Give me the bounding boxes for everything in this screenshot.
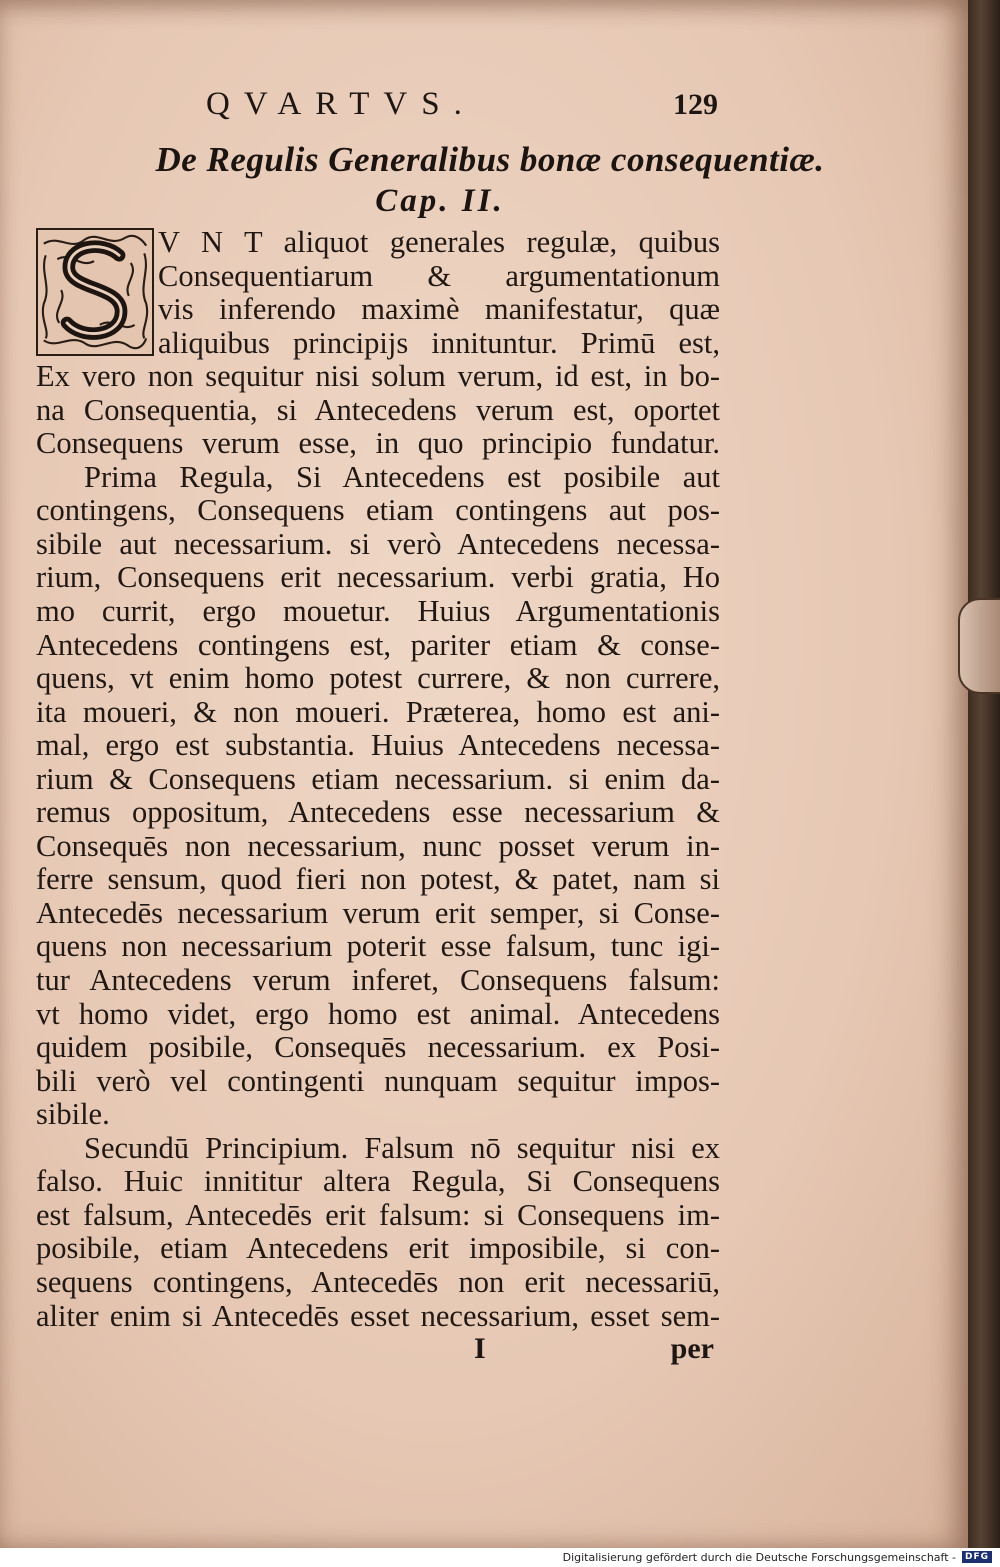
text-line: quidem posibile, Consequēs necessarium. ex Posi-	[36, 1031, 720, 1065]
text-line: sibile.	[36, 1098, 110, 1132]
text-line: rium & Consequens etiam necessarium. si enim da-	[36, 762, 720, 796]
text-line: vis inferendo maximè manifestatur, quæ	[158, 293, 720, 327]
credit-text: Digitalisierung gefördert durch die Deutsche Forschungsgemeinschaft -	[562, 1551, 956, 1564]
text-line: V N T aliquot generales regulæ, quibus	[158, 226, 720, 259]
chapter-number: Cap. II.	[375, 183, 505, 219]
text-line: sequens contingens, Antecedēs non erit necessariū,	[36, 1265, 720, 1299]
book-edge	[968, 0, 1000, 1548]
catchword: per	[670, 1332, 714, 1365]
text-line: Consequens verum esse, in quo principio fundatur.	[36, 427, 720, 461]
chapter-title: De Regulis Generalibus bonæ consequentiæ.	[155, 140, 825, 179]
text-line: quens, vt enim homo potest currere, & non currere,	[36, 662, 720, 696]
text-line: Antecedens contingens est, pariter etiam & conse-	[36, 628, 720, 662]
running-head-title: QVARTVS.	[206, 86, 476, 122]
text-line: remus oppositum, Antecedens esse necessarium &	[36, 796, 720, 830]
text-line: ferre sensum, quod fieri non potest, & patet, nam si	[36, 863, 720, 897]
body-text	[36, 226, 720, 1333]
digitization-credit	[0, 1548, 1000, 1567]
text-line: falso. Huic innititur altera Regula, Si Consequens	[36, 1165, 720, 1199]
text-line: ita moueri, & non moueri. Præterea, homo est ani-	[36, 695, 720, 729]
text-line: posibile, etiam Antecedens erit imposibile, si con-	[36, 1232, 720, 1266]
running-head	[206, 86, 726, 130]
text-line: vt homo videt, ergo homo est animal. Antecedens	[36, 997, 720, 1031]
text-line: sibile aut necessarium. si verò Antecedens necessa-	[36, 527, 720, 561]
text-line: mo currit, ergo mouetur. Huius Argumentationis	[36, 595, 720, 629]
text-line: rium, Consequens erit necessarium. verbi gratia, Ho	[36, 561, 720, 595]
text-line: na Consequentia, si Antecedens verum est, oportet	[36, 393, 720, 427]
text-line: aliquibus principijs innituntur. Primū est,	[158, 326, 720, 360]
text-line: tur Antecedens verum inferet, Consequens falsum:	[36, 964, 720, 998]
text-line: bili verò vel contingenti nunquam sequitur impos-	[36, 1064, 720, 1098]
signature-mark: I	[474, 1332, 486, 1365]
text-line: Secundū Principium. Falsum nō sequitur nisi ex	[84, 1131, 720, 1165]
text-line: Consequēs non necessarium, nunc posset verum in-	[36, 829, 720, 863]
text-line: Prima Regula, Si Antecedens est posibile aut	[84, 460, 720, 494]
text-line: mal, ergo est substantia. Huius Antecedens necessa-	[36, 729, 720, 763]
text-line: est falsum, Antecedēs erit falsum: si Consequens im-	[36, 1198, 720, 1232]
text-line: aliter enim si Antecedēs esset necessarium, esset sem-	[36, 1299, 720, 1333]
page-number: 129	[673, 88, 718, 121]
text-line: Consequentiarum & argumentationum	[158, 259, 720, 293]
page-clip-tab	[958, 598, 1000, 694]
text-line: Antecedēs necessarium verum erit semper, si Conse-	[36, 896, 720, 930]
page-footer	[36, 1332, 720, 1372]
text-line: quens non necessarium poterit esse falsum, tunc igi-	[36, 930, 720, 964]
dfg-logo: DFG	[962, 1551, 992, 1563]
text-line: contingens, Consequens etiam contingens aut pos-	[36, 494, 720, 528]
text-line: Ex vero non sequitur nisi solum verum, id est, in bo-	[36, 360, 720, 394]
